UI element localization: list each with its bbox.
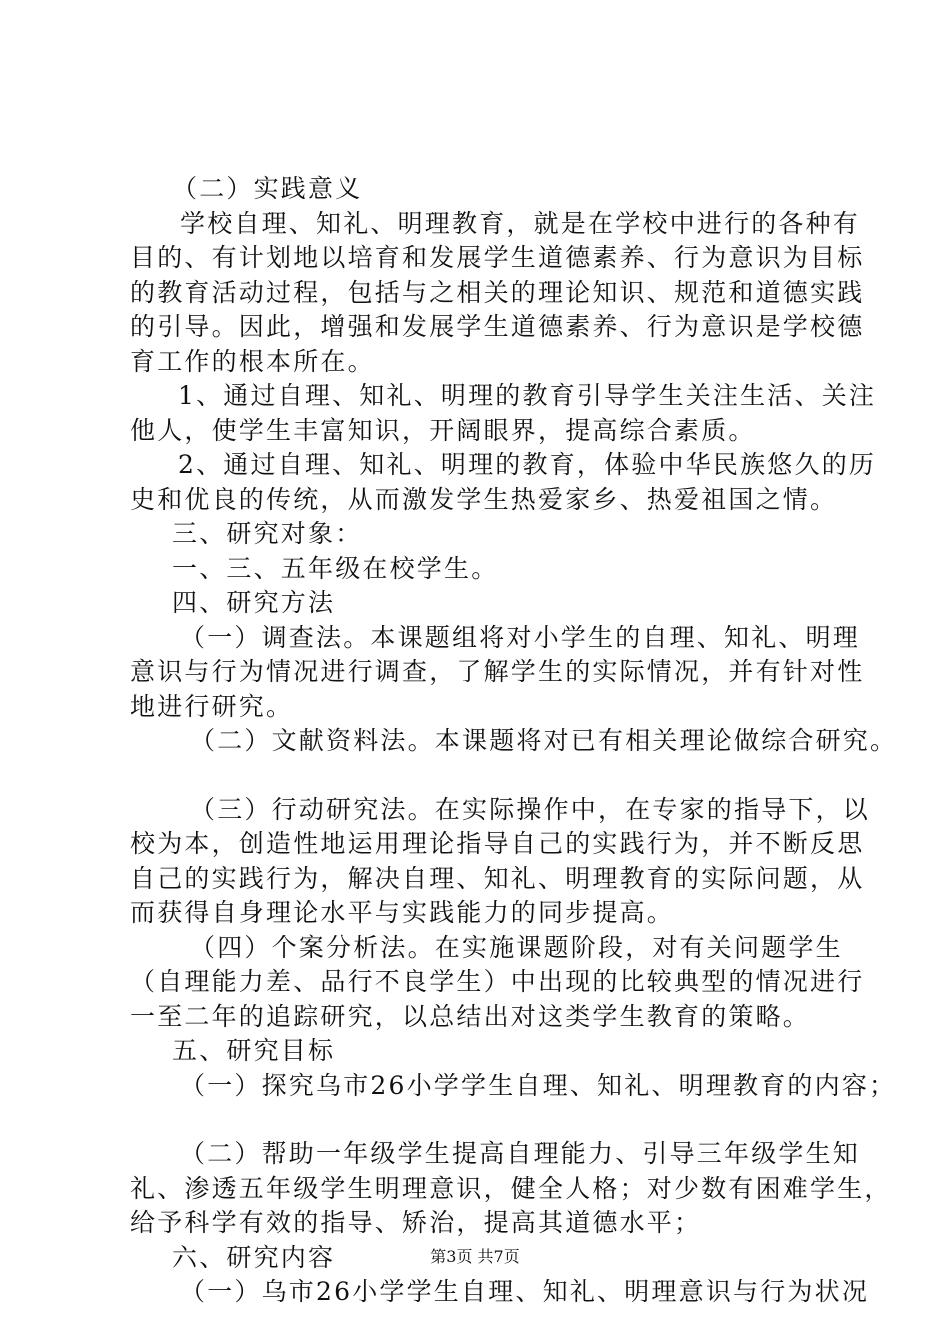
paragraph-line: （一）探究乌市26小学学生自理、知礼、明理教育的内容； — [180, 1070, 897, 1100]
paragraph-line: 自己的实践行为，解决自理、知礼、明理教育的实际问题，从 — [130, 863, 865, 893]
paragraph-line: 意识与行为情况进行调查，了解学生的实际情况，并有针对性 — [130, 657, 865, 686]
paragraph-line: 学校自理、知礼、明理教育，就是在学校中进行的各种有 — [180, 208, 861, 238]
paragraph-line: （四）个案分析法。在实施课题阶段，对有关问题学生 — [190, 932, 843, 962]
section-heading: 四、研究方法 — [172, 588, 336, 617]
paragraph-line: （三）行动研究法。在实际操作中，在专家的指导下，以 — [190, 794, 871, 824]
section-heading: （二）实践意义 — [172, 174, 363, 203]
paragraph-line: （一）调查法。本课题组将对小学生的自理、知礼、明理 — [180, 622, 861, 652]
paragraph-line: 校为本，创造性地运用理论指导自己的实践行为，并不断反思 — [130, 829, 865, 858]
list-item-line: 他人，使学生丰富知识，开阔眼界，提高综合素质。 — [130, 415, 756, 445]
paragraph-line: 礼、渗透五年级学生明理意识，健全人格；对少数有困难学生， — [130, 1173, 892, 1203]
paragraph-line: 的教育活动过程，包括与之相关的理论知识、规范和道德实践 — [130, 277, 865, 307]
section-heading: 三、研究对象： — [172, 519, 363, 548]
section-heading: 五、研究目标 — [172, 1036, 336, 1065]
paragraph-line: （一）乌市26小学学生自理、知礼、明理意识与行为状况 — [180, 1277, 870, 1306]
paragraph-spacer — [130, 1103, 850, 1137]
list-item-line: 1、通过自理、知礼、明理的教育引导学生关注生活、关注 — [178, 381, 877, 410]
paragraph-line: 地进行研究。 — [130, 691, 294, 721]
page-number-footer: 第3页 共7页 — [430, 1247, 520, 1266]
list-item-line: 2、通过自理、知礼、明理的教育，体验中华民族悠久的历 — [178, 450, 877, 479]
paragraph-line: 一至二年的追踪研究，以总结出对这类学生教育的策略。 — [130, 1001, 811, 1031]
paragraph-line: （二）文献资料法。本课题将对已有相关理论做综合研究。 — [190, 726, 898, 755]
document-body — [130, 172, 898, 1310]
paragraph-line: 给予科学有效的指导、矫治，提高其道德水平； — [130, 1208, 702, 1237]
paragraph-line: （自理能力差、品行不良学生）中出现的比较典型的情况进行 — [130, 967, 865, 996]
paragraph-line: 目的、有计划地以培育和发展学生道德素养、行为意识为目标 — [130, 243, 865, 272]
paragraph-line: 的引导。因此，增强和发展学生道德素养、行为意识是学校德 — [130, 312, 865, 341]
paragraph-spacer — [130, 759, 850, 793]
list-item-line: 史和优良的传统，从而激发学生热爱家乡、热爱祖国之情。 — [130, 484, 838, 514]
section-heading: 六、研究内容 — [172, 1242, 336, 1272]
paragraph-line: 一、三、五年级在校学生。 — [172, 553, 499, 583]
paragraph-line: （二）帮助一年级学生提高自理能力、引导三年级学生知 — [180, 1139, 861, 1168]
paragraph-line: 育工作的根本所在。 — [130, 346, 375, 376]
paragraph-line: 而获得自身理论水平与实践能力的同步提高。 — [130, 898, 675, 927]
